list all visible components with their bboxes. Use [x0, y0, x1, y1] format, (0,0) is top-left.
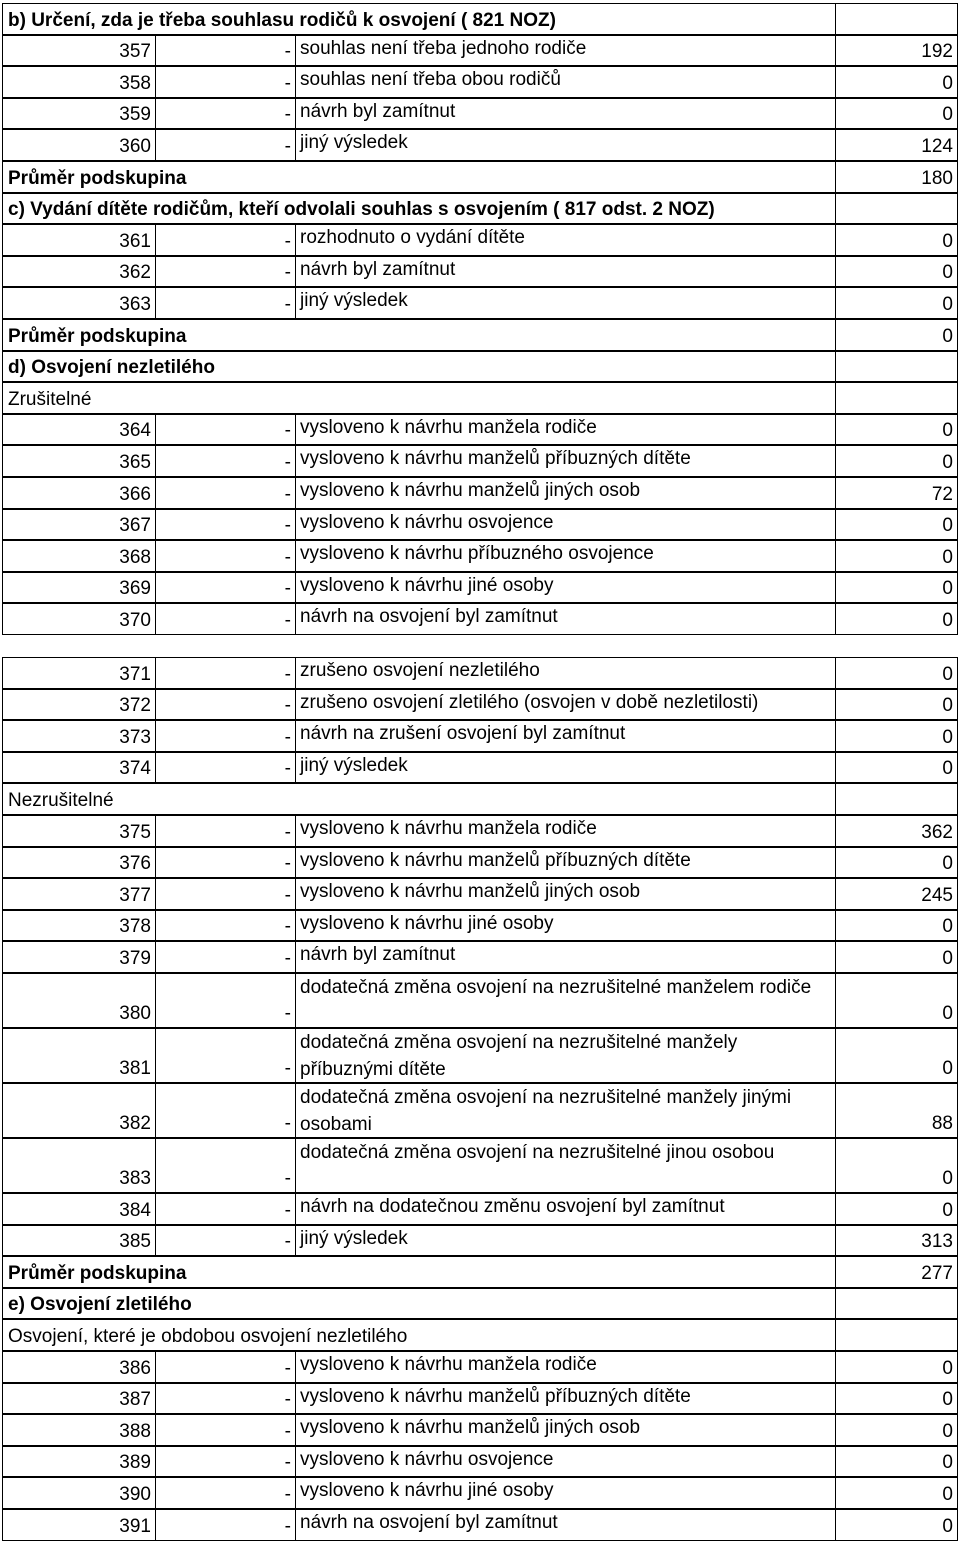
row-number: 388 — [2, 1414, 156, 1446]
row-dash: - — [156, 1446, 296, 1478]
table-row — [0, 1414, 960, 1446]
row-dash: - — [156, 1193, 296, 1225]
table-row — [0, 720, 960, 752]
row-dash: - — [156, 720, 296, 752]
row-dash: - — [156, 1138, 296, 1193]
empty-cell — [836, 3, 958, 35]
row-value: 0 — [836, 1028, 958, 1083]
row-number: 357 — [2, 35, 156, 67]
subtotal-value: 180 — [836, 161, 958, 193]
row-number: 384 — [2, 1193, 156, 1225]
table-row — [0, 1383, 960, 1415]
row-description: vysloveno k návrhu manželů jiných osob — [296, 1414, 836, 1446]
section-header — [0, 3, 960, 35]
row-description: jiný výsledek — [296, 752, 836, 784]
table-row — [0, 287, 960, 319]
row-value: 0 — [836, 540, 958, 572]
row-number: 390 — [2, 1477, 156, 1509]
section-title: Zrušitelné — [2, 382, 836, 414]
row-value: 0 — [836, 509, 958, 541]
table-row — [0, 1193, 960, 1225]
row-value: 0 — [836, 1477, 958, 1509]
table-row — [0, 1477, 960, 1509]
row-number: 366 — [2, 477, 156, 509]
table-row — [0, 256, 960, 288]
table-row — [0, 941, 960, 973]
row-dash: - — [156, 752, 296, 784]
row-dash: - — [156, 1383, 296, 1415]
row-dash: - — [156, 1477, 296, 1509]
row-description: rozhodnuto o vydání dítěte — [296, 224, 836, 256]
table-row — [0, 509, 960, 541]
table-row — [0, 98, 960, 130]
row-number: 373 — [2, 720, 156, 752]
row-number: 359 — [2, 98, 156, 130]
row-dash: - — [156, 910, 296, 942]
row-value: 0 — [836, 657, 958, 689]
row-description: vysloveno k návrhu příbuzného osvojence — [296, 540, 836, 572]
row-description: návrh byl zamítnut — [296, 256, 836, 288]
row-value: 0 — [836, 445, 958, 477]
table-row — [0, 603, 960, 635]
subtotal-row — [0, 1256, 960, 1288]
table-row — [0, 66, 960, 98]
row-description: vysloveno k návrhu jiné osoby — [296, 1477, 836, 1509]
row-value: 0 — [836, 689, 958, 721]
row-number: 380 — [2, 973, 156, 1028]
row-dash: - — [156, 1414, 296, 1446]
table-row — [0, 910, 960, 942]
row-value: 0 — [836, 1509, 958, 1541]
row-number: 377 — [2, 878, 156, 910]
row-dash: - — [156, 878, 296, 910]
section-title: c) Vydání dítěte rodičům, kteří odvolali souhlas s osvojením ( 817 odst. 2 NOZ) — [2, 193, 836, 225]
row-value: 72 — [836, 477, 958, 509]
row-dash: - — [156, 1351, 296, 1383]
row-number: 363 — [2, 287, 156, 319]
row-dash: - — [156, 815, 296, 847]
row-description: návrh byl zamítnut — [296, 98, 836, 130]
empty-cell — [836, 382, 958, 414]
row-number: 391 — [2, 1509, 156, 1541]
table-row — [0, 1138, 960, 1193]
row-value: 0 — [836, 287, 958, 319]
row-number: 365 — [2, 445, 156, 477]
row-dash: - — [156, 129, 296, 161]
table-row — [0, 1225, 960, 1257]
row-description: dodatečná změna osvojení na nezrušitelné manžely příbuznými dítěte — [296, 1028, 836, 1083]
empty-cell — [836, 351, 958, 383]
table-row — [0, 414, 960, 446]
row-number: 362 — [2, 256, 156, 288]
subsection-header — [0, 783, 960, 815]
row-dash: - — [156, 572, 296, 604]
row-value: 0 — [836, 572, 958, 604]
row-value: 0 — [836, 973, 958, 1028]
section-title: Osvojení, které je obdobou osvojení nezletilého — [2, 1319, 836, 1351]
row-value: 88 — [836, 1083, 958, 1138]
row-description: zrušeno osvojení nezletilého — [296, 657, 836, 689]
table-row — [0, 445, 960, 477]
row-description: souhlas není třeba jednoho rodiče — [296, 35, 836, 67]
row-dash: - — [156, 224, 296, 256]
row-value: 0 — [836, 414, 958, 446]
section-title: e) Osvojení zletilého — [2, 1288, 836, 1320]
row-description: jiný výsledek — [296, 129, 836, 161]
table-row — [0, 477, 960, 509]
row-dash: - — [156, 1225, 296, 1257]
table-row — [0, 224, 960, 256]
row-value: 0 — [836, 66, 958, 98]
row-description: vysloveno k návrhu osvojence — [296, 1446, 836, 1478]
row-value: 0 — [836, 752, 958, 784]
subtotal-label: Průměr podskupina — [2, 161, 836, 193]
row-description: vysloveno k návrhu osvojence — [296, 509, 836, 541]
subtotal-label: Průměr podskupina — [2, 319, 836, 351]
row-dash: - — [156, 941, 296, 973]
row-dash: - — [156, 973, 296, 1028]
table-row — [0, 689, 960, 721]
row-value: 362 — [836, 815, 958, 847]
row-dash: - — [156, 1509, 296, 1541]
subtotal-value: 277 — [836, 1256, 958, 1288]
row-number: 378 — [2, 910, 156, 942]
row-number: 358 — [2, 66, 156, 98]
row-number: 364 — [2, 414, 156, 446]
row-dash: - — [156, 509, 296, 541]
row-dash: - — [156, 35, 296, 67]
row-number: 370 — [2, 603, 156, 635]
row-value: 0 — [836, 1414, 958, 1446]
table-row — [0, 815, 960, 847]
row-value: 0 — [836, 603, 958, 635]
row-dash: - — [156, 1083, 296, 1138]
subsection-header — [0, 382, 960, 414]
table-row — [0, 752, 960, 784]
row-value: 0 — [836, 910, 958, 942]
row-value: 0 — [836, 720, 958, 752]
row-value: 124 — [836, 129, 958, 161]
row-value: 245 — [836, 878, 958, 910]
row-description: jiný výsledek — [296, 1225, 836, 1257]
row-dash: - — [156, 657, 296, 689]
row-description: vysloveno k návrhu manželů jiných osob — [296, 878, 836, 910]
row-dash: - — [156, 256, 296, 288]
row-value: 0 — [836, 941, 958, 973]
row-value: 0 — [836, 847, 958, 879]
row-value: 0 — [836, 256, 958, 288]
row-dash: - — [156, 287, 296, 319]
row-number: 387 — [2, 1383, 156, 1415]
subsection-header — [0, 1319, 960, 1351]
row-number: 369 — [2, 572, 156, 604]
row-description: vysloveno k návrhu jiné osoby — [296, 572, 836, 604]
row-description: vysloveno k návrhu manžela rodiče — [296, 414, 836, 446]
row-number: 368 — [2, 540, 156, 572]
section-title: Nezrušitelné — [2, 783, 836, 815]
row-value: 0 — [836, 224, 958, 256]
row-dash: - — [156, 689, 296, 721]
row-number: 386 — [2, 1351, 156, 1383]
row-value: 0 — [836, 1351, 958, 1383]
empty-cell — [836, 1288, 958, 1320]
table-row — [0, 540, 960, 572]
row-value: 0 — [836, 1446, 958, 1478]
row-number: 375 — [2, 815, 156, 847]
row-description: dodatečná změna osvojení na nezrušitelné manželem rodiče — [296, 973, 836, 1028]
subtotal-row — [0, 319, 960, 351]
table-row — [0, 1083, 960, 1138]
row-number: 360 — [2, 129, 156, 161]
empty-cell — [836, 783, 958, 815]
table-row — [0, 572, 960, 604]
row-description: vysloveno k návrhu jiné osoby — [296, 910, 836, 942]
row-description: zrušeno osvojení zletilého (osvojen v době nezletilosti) — [296, 689, 836, 721]
row-dash: - — [156, 477, 296, 509]
subtotal-row — [0, 161, 960, 193]
row-number: 372 — [2, 689, 156, 721]
section-header — [0, 1288, 960, 1320]
row-description: dodatečná změna osvojení na nezrušitelné manžely jinými osobami — [296, 1083, 836, 1138]
row-dash: - — [156, 847, 296, 879]
row-description: dodatečná změna osvojení na nezrušitelné jinou osobou — [296, 1138, 836, 1193]
row-description: vysloveno k návrhu manžela rodiče — [296, 815, 836, 847]
row-dash: - — [156, 603, 296, 635]
row-description: návrh na osvojení byl zamítnut — [296, 603, 836, 635]
row-description: jiný výsledek — [296, 287, 836, 319]
table-row — [0, 847, 960, 879]
row-value: 0 — [836, 1383, 958, 1415]
row-description: vysloveno k návrhu manželů příbuzných dítěte — [296, 445, 836, 477]
row-number: 381 — [2, 1028, 156, 1083]
row-description: vysloveno k návrhu manželů jiných osob — [296, 477, 836, 509]
row-description: vysloveno k návrhu manželů příbuzných dítěte — [296, 847, 836, 879]
row-value: 0 — [836, 98, 958, 130]
row-number: 382 — [2, 1083, 156, 1138]
row-number: 371 — [2, 657, 156, 689]
row-description: vysloveno k návrhu manžela rodiče — [296, 1351, 836, 1383]
subtotal-label: Průměr podskupina — [2, 1256, 836, 1288]
row-value: 313 — [836, 1225, 958, 1257]
row-number: 376 — [2, 847, 156, 879]
table-row — [0, 1509, 960, 1541]
row-dash: - — [156, 445, 296, 477]
table-row — [0, 1351, 960, 1383]
row-value: 192 — [836, 35, 958, 67]
row-description: návrh na dodatečnou změnu osvojení byl zamítnut — [296, 1193, 836, 1225]
row-value: 0 — [836, 1193, 958, 1225]
row-description: návrh na osvojení byl zamítnut — [296, 1509, 836, 1541]
table-row — [0, 878, 960, 910]
row-value: 0 — [836, 1138, 958, 1193]
table-row — [0, 657, 960, 689]
row-dash: - — [156, 540, 296, 572]
row-number: 383 — [2, 1138, 156, 1193]
table-row — [0, 1028, 960, 1083]
section-title: d) Osvojení nezletilého — [2, 351, 836, 383]
row-number: 367 — [2, 509, 156, 541]
table-row — [0, 129, 960, 161]
row-dash: - — [156, 414, 296, 446]
row-dash: - — [156, 66, 296, 98]
table-row — [0, 35, 960, 67]
row-dash: - — [156, 1028, 296, 1083]
row-number: 379 — [2, 941, 156, 973]
row-number: 385 — [2, 1225, 156, 1257]
section-header — [0, 351, 960, 383]
empty-cell — [836, 193, 958, 225]
table-row — [0, 973, 960, 1028]
table-row — [0, 1446, 960, 1478]
row-number: 361 — [2, 224, 156, 256]
row-number: 389 — [2, 1446, 156, 1478]
row-dash: - — [156, 98, 296, 130]
section-title: b) Určení, zda je třeba souhlasu rodičů k osvojení ( 821 NOZ) — [2, 3, 836, 35]
row-description: návrh na zrušení osvojení byl zamítnut — [296, 720, 836, 752]
row-number: 374 — [2, 752, 156, 784]
row-description: souhlas není třeba obou rodičů — [296, 66, 836, 98]
row-description: vysloveno k návrhu manželů příbuzných dítěte — [296, 1383, 836, 1415]
section-header — [0, 193, 960, 225]
empty-cell — [836, 1319, 958, 1351]
row-description: návrh byl zamítnut — [296, 941, 836, 973]
subtotal-value: 0 — [836, 319, 958, 351]
